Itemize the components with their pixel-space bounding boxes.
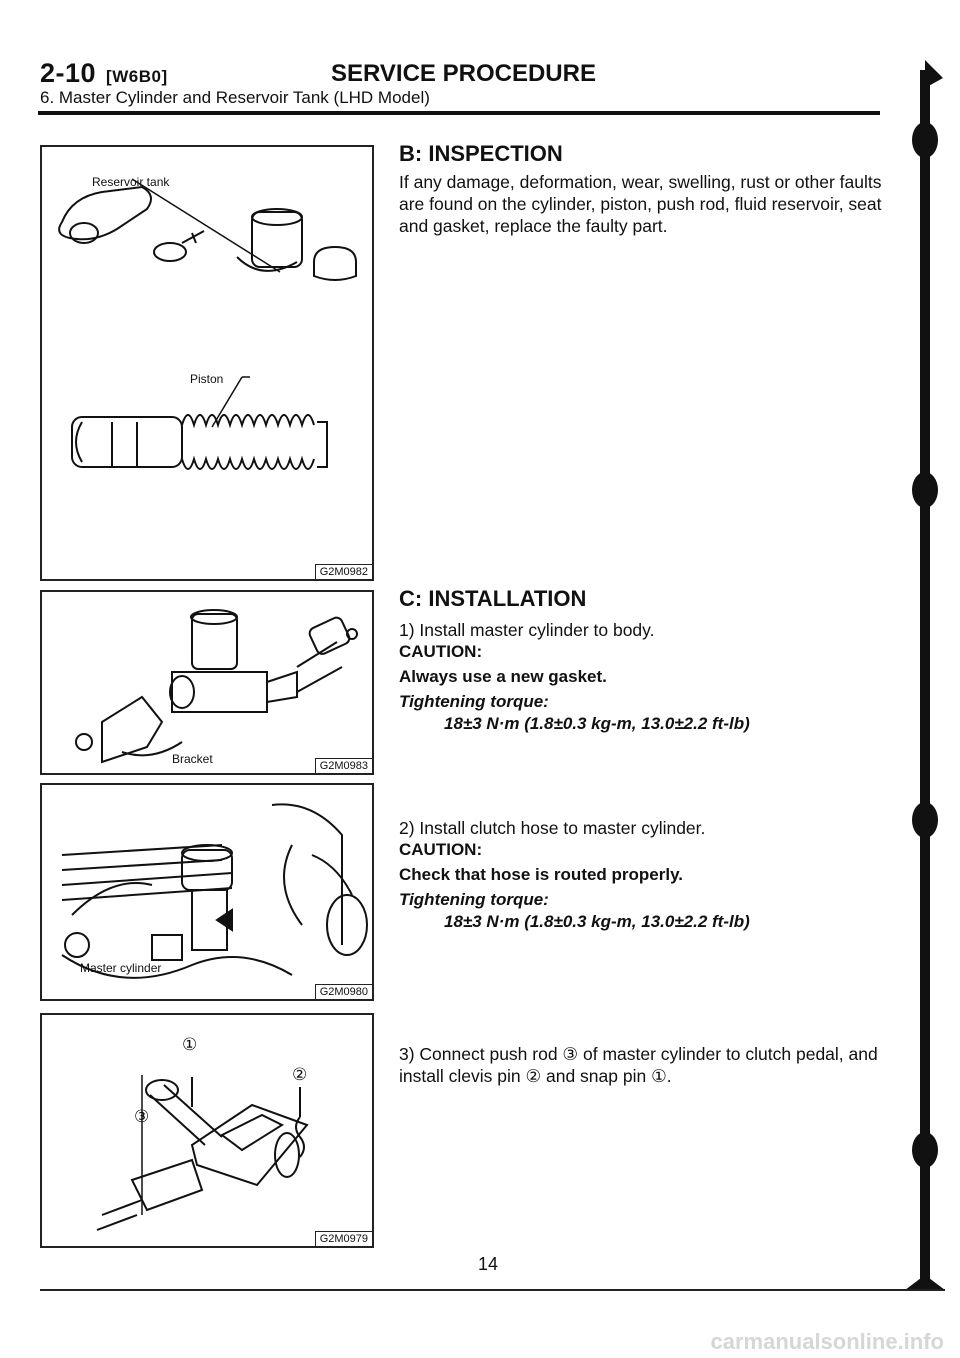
step-1-torque-label: Tightening torque: [399, 692, 549, 711]
figure-master-cylinder-engine [40, 783, 374, 1001]
installation-step-1 [399, 619, 889, 735]
step-1-caution-text: Always use a new gasket. [399, 667, 607, 686]
figure-code: G2M0982 [315, 564, 372, 579]
master-cylinder-bracket-drawing [42, 592, 372, 773]
label-master-cylinder: Master cylinder [80, 961, 162, 975]
step-2-text: 2) Install clutch hose to master cylinder. [399, 818, 706, 838]
page-title: SERVICE PROCEDURE [331, 60, 596, 87]
section-number [40, 58, 168, 89]
inspection-title: B: INSPECTION [399, 141, 563, 166]
header-rule [38, 111, 880, 115]
label-clevis-pin: ② [292, 1065, 308, 1084]
step-1-text: 1) Install master cylinder to body. [399, 620, 655, 640]
figure-code: G2M0979 [315, 1231, 372, 1246]
step-2-torque-label: Tightening torque: [399, 890, 549, 909]
step-2-caution-text: Check that hose is routed properly. [399, 865, 684, 884]
figure-clevis-pin [40, 1013, 374, 1248]
reservoir-piston-drawing [42, 147, 372, 579]
label-piston: Piston [190, 372, 224, 386]
figure-bracket [40, 590, 374, 775]
installation-step-2 [399, 817, 889, 933]
figure-code: G2M0983 [315, 758, 372, 773]
section-code: [W6B0] [106, 67, 168, 86]
bottom-rule [40, 1289, 945, 1291]
label-bracket: Bracket [172, 752, 213, 766]
label-snap-pin: ① [182, 1035, 198, 1054]
inspection-text: If any damage, deformation, wear, swelling, rust or other faults are found on the cylinder, piston, push rod, fluid reservoir, seat and gasket, replace the faulty part. [399, 172, 882, 236]
binding-spine [905, 60, 945, 1300]
page-subtitle: 6. Master Cylinder and Reservoir Tank (LHD Model) [40, 88, 430, 107]
step-1-torque-value: 18±3 N·m (1.8±0.3 kg-m, 13.0±2.2 ft-lb) [444, 714, 750, 733]
footer-watermark: carmanualsonline.info [710, 1329, 944, 1354]
installation-title: C: INSTALLATION [399, 586, 587, 611]
figure-code: G2M0980 [315, 984, 372, 999]
step-2-caution-label: CAUTION: [399, 840, 483, 859]
section-number-text: 2-10 [40, 58, 97, 88]
page-number: 14 [478, 1254, 499, 1274]
label-reservoir-tank: Reservoir tank [92, 175, 170, 189]
step-1-caution-label: CAUTION: [399, 642, 483, 661]
clevis-pin-drawing [42, 1015, 372, 1246]
step-2-torque-value: 18±3 N·m (1.8±0.3 kg-m, 13.0±2.2 ft-lb) [444, 912, 750, 931]
label-push-rod: ③ [134, 1107, 150, 1126]
figure-reservoir-piston [40, 145, 374, 581]
installation-step-3: 3) Connect push rod ③ of master cylinder to clutch pedal, and install clevis pin ② and snap pin ①. [399, 1044, 878, 1086]
